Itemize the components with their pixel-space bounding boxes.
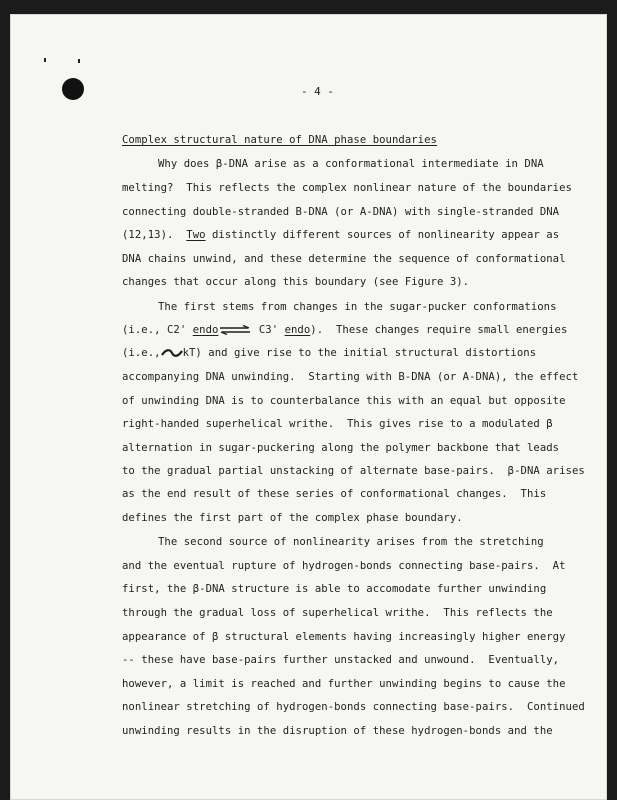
text-line: through the gradual loss of superhelical writhe. This reflects the	[122, 607, 553, 619]
text-line: first, the β-DNA structure is able to accomodate further unwinding	[122, 583, 547, 595]
mark	[44, 58, 46, 62]
document-page	[10, 14, 607, 800]
text-line: (i.e., C2' endo C3' endo). These changes require small energies	[122, 324, 568, 336]
text-line: alternation in sugar-puckering along the polymer backbone that leads	[122, 442, 560, 454]
text-line: (12,13). Two distinctly different sources of nonlinearity appear as	[122, 229, 560, 241]
text-line: connecting double-stranded B-DNA (or A-DNA) with single-stranded DNA	[122, 206, 560, 218]
tilde-approx-icon	[161, 348, 183, 358]
text-line: unwinding results in the disruption of these hydrogen-bonds and the	[122, 725, 553, 737]
text-line: of unwinding DNA is to counterbalance this with an equal but opposite	[122, 395, 566, 407]
text-line: melting? This reflects the complex nonlinear nature of the boundaries	[122, 182, 572, 194]
text-line: Why does β-DNA arise as a conformational intermediate in DNA	[158, 158, 544, 170]
text-line: The first stems from changes in the sugar-pucker conformations	[158, 301, 557, 313]
text-line: right-handed superhelical writhe. This gives rise to a modulated β	[122, 418, 553, 430]
text-line: defines the first part of the complex phase boundary.	[122, 512, 463, 524]
mark	[78, 59, 80, 63]
text-line: as the end result of these series of conformational changes. This	[122, 488, 547, 500]
text-line: and the eventual rupture of hydrogen-bonds connecting base-pairs. At	[122, 560, 566, 572]
text-line: (i.e., kT) and give rise to the initial structural distortions	[122, 347, 537, 359]
equilibrium-arrows-icon	[218, 325, 252, 335]
page-number: - 4 -	[300, 85, 335, 98]
text-line: nonlinear stretching of hydrogen-bonds connecting base-pairs. Continued	[122, 701, 585, 713]
text-line: DNA chains unwind, and these determine the sequence of conformational	[122, 253, 566, 265]
text-line: -- these have base-pairs further unstacked and unwound. Eventually,	[122, 654, 560, 666]
text-line: The second source of nonlinearity arises from the stretching	[158, 536, 544, 548]
text-line: changes that occur along this boundary (see Figure 3).	[122, 276, 470, 288]
text-line: to the gradual partial unstacking of alternate base-pairs. β-DNA arises	[122, 465, 585, 477]
text-line: however, a limit is reached and further unwinding begins to cause the	[122, 678, 566, 690]
text-line: appearance of β structural elements having increasingly higher energy	[122, 631, 566, 643]
text-line: accompanying DNA unwinding. Starting with B-DNA (or A-DNA), the effect	[122, 371, 579, 383]
section-heading: Complex structural nature of DNA phase boundaries	[122, 134, 437, 146]
